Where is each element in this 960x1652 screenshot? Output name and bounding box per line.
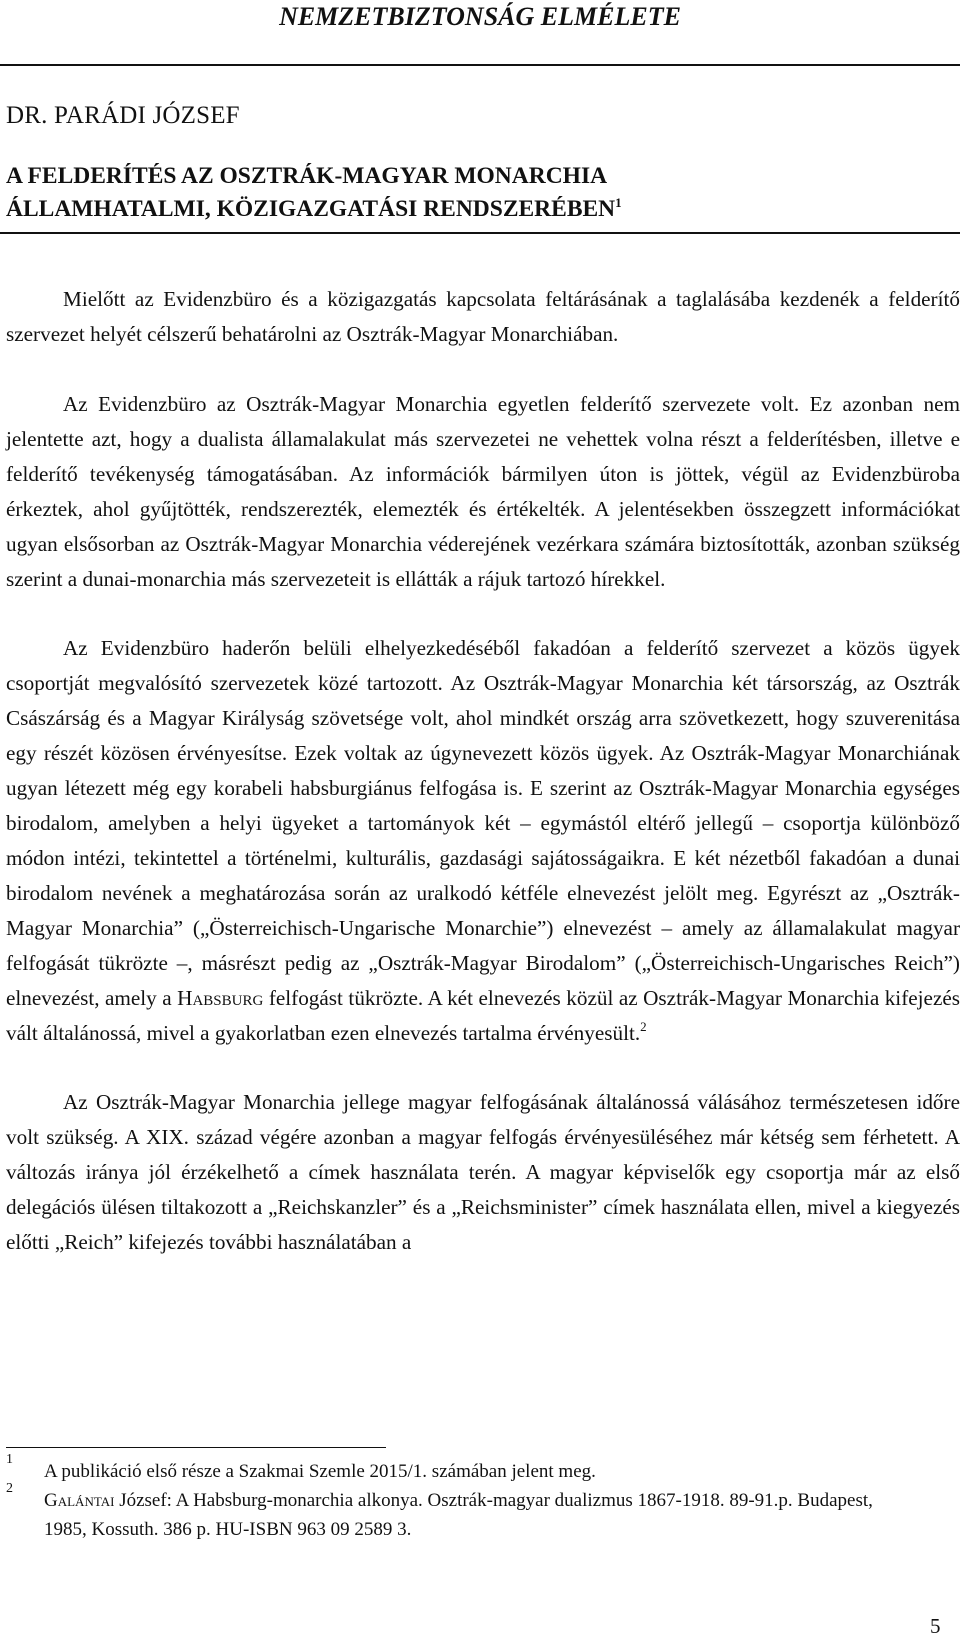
- page-number: 5: [930, 1614, 941, 1638]
- article-title-line-2: ÁLLAMHATALMI, KÖZIGAZGATÁSI RENDSZERÉBEN: [6, 196, 616, 222]
- footnote-1-text: A publikáció első része a Szakmai Szemle 2015/1. számában jelent meg.: [44, 1461, 596, 1482]
- paragraph-3-text-a: Az Evidenzbüro haderőn belüli elhelyezkedéséből fakadóan a felderítő szervezet a közös ügyek csoportját megvalósító szervezetek közé tartozott. Az Osztrák-Magyar Monarchia két társország, az Osztrák Császárság és a Magyar Királyság szövetsége volt, ahol mindkét ország arra szövetkezett, hogy szuverenitása egy részét közösen érvényesítse. Ezek voltak az úgynevezett közös ügyek. Az Osztrák-Magyar Monarchiának ugyan létezett még egy korabeli habsburgiánus felfogása is. E szerint az Osztrák-Magyar Monarchia egységes birodalom, amelyben a helyi ügyeket a tartományok két – egymástól eltérő jellegű – csoportja különböző módon intézi, tekintettel a történelmi, kulturális, gazdasági sajátosságaikra. E két nézetből fakadóan a dunai birodalom nevének a meghatározása során az uralkodó kétféle elnevezést jelölt meg. Egyrészt az „Osztrák-Magyar Monarchia” („Österreichisch-Ungarische Monarchie”) elnevezést – amely az államalakulat magyar felfogását tükrözte –, másrészt pedig az „Osztrák-Magyar Birodalom” („Österreichisch-Ungarisches Reich”) elnevezést, amely a: [6, 636, 960, 1010]
- article-body: [6, 282, 960, 1260]
- footnote-ref-2[interactable]: 2: [640, 1019, 647, 1034]
- title-divider: [0, 232, 960, 234]
- footnote-2-author: Galántai: [44, 1490, 115, 1511]
- footnote-1: [6, 1452, 906, 1486]
- paragraph-3-text-b: felfogást tükrözte. A két elnevezés közül az Osztrák-Magyar Monarchia kifejezés vált általánossá, mivel a gyakorlatban ezen elnevezés tartalma érvényesült.: [6, 986, 960, 1045]
- footnote-2-number: 2: [6, 1481, 13, 1496]
- article-title-line-1: A FELDERÍTÉS AZ OSZTRÁK-MAGYAR MONARCHIA: [6, 163, 608, 189]
- article-title: [6, 160, 946, 226]
- footnote-ref-1[interactable]: 1: [615, 195, 622, 210]
- author-name: DR. PARÁDI JÓZSEF: [6, 102, 240, 129]
- paragraph-2: Az Evidenzbüro az Osztrák-Magyar Monarchia egyetlen felderítő szervezete volt. Ez azonban nem jelentette azt, hogy a dualista államalakulat más szervezetei ne vehettek volna részt a felderítésben, illetve e felderítő tevékenység támogatásában. Az információk bármilyen úton is jöttek, végül az Evidenzbüroba érkeztek, ahol gyűjtötték, rendszerezték, elemezték és értékelték. A jelentésekben összegzett információkat ugyan elsősorban az Osztrák-Magyar Monarchia véderejének vezérkara számára biztosították, azonban szükség szerint a dunai-monarchia más szervezeteit is ellátták a rájuk tartozó hírekkel.: [6, 392, 960, 591]
- footnote-2-text: József: A Habsburg-monarchia alkonya. Osztrák-magyar dualizmus 1867-1918. 89-91.p. Budapest, 1985, Kossuth. 386 p. HU-ISBN 963 09 2589 3.: [44, 1490, 873, 1540]
- header-divider: [0, 64, 960, 66]
- footnotes: [6, 1452, 906, 1544]
- paragraph-4: Az Osztrák-Magyar Monarchia jellege magyar felfogásának általánossá válásához természetesen időre volt szükség. A XIX. század végére azonban a magyar felfogás érvényesüléséhez már kétség sem férhetett. A változás iránya jól érzékelhető a címek használata terén. A magyar képviselők egy csoportja már az első delegációs ülésen tiltakozott a „Reichskanzler” és a „Reichsminister” címek használata ellen, mivel a kiegyezés előtti „Reich” kifejezés további használatában a: [6, 1090, 960, 1254]
- paragraph-1: Mielőtt az Evidenzbüro és a közigazgatás kapcsolata feltárásának a taglalásába kezdenék a felderítő szervezet helyét célszerű behatárolni az Osztrák-Magyar Monarchiában.: [6, 287, 960, 346]
- footnote-2: [6, 1481, 906, 1544]
- paragraph-3: [6, 631, 960, 1051]
- footnote-1-number: 1: [6, 1452, 13, 1467]
- paragraph-3-smallcaps-name: Habsburg: [177, 986, 264, 1010]
- footnote-divider: [6, 1447, 386, 1448]
- running-header: NEMZETBIZTONSÁG ELMÉLETE: [279, 2, 681, 31]
